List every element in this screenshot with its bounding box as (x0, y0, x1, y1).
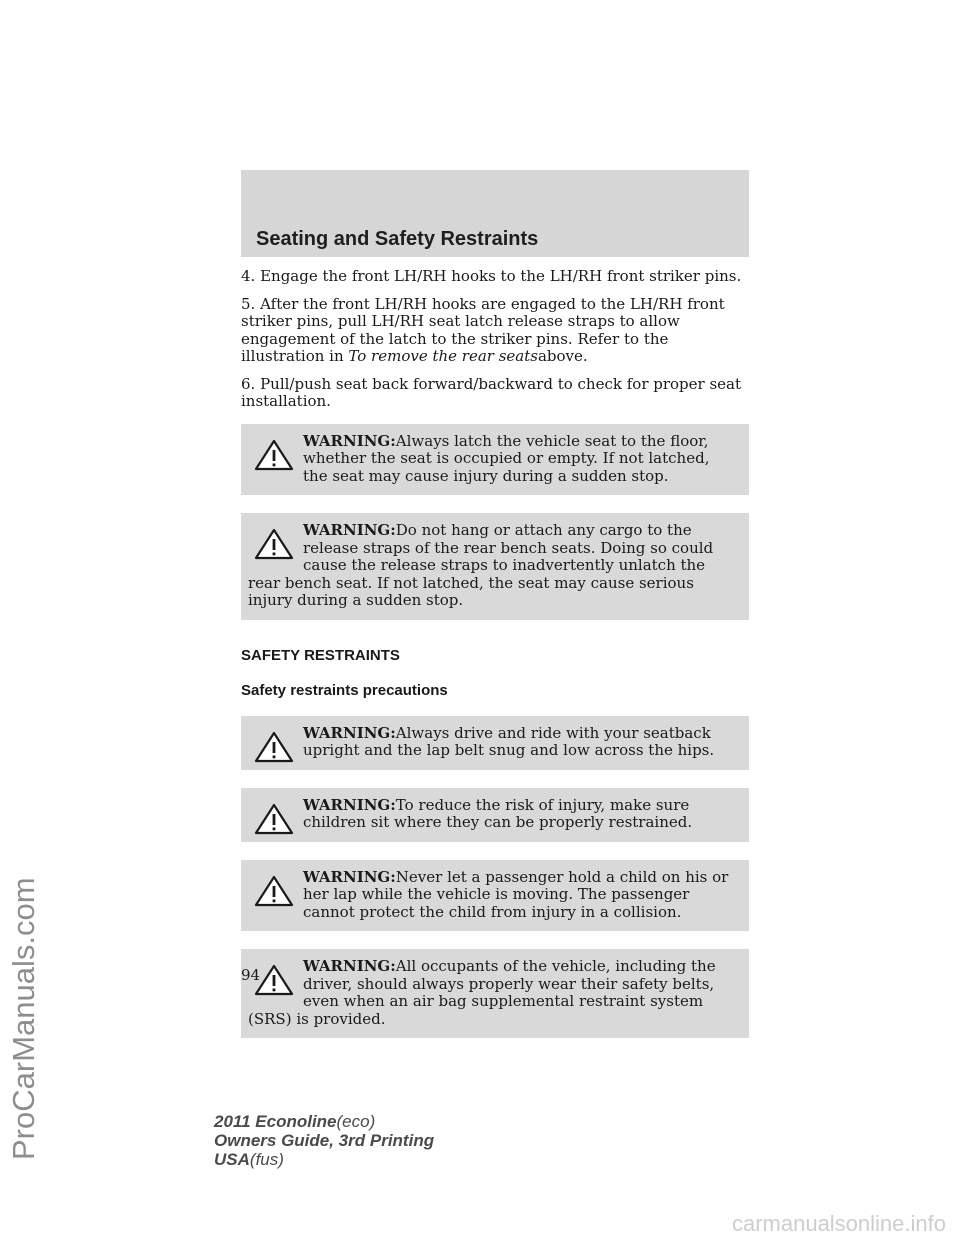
document-footer (214, 1112, 434, 1169)
page-body (241, 268, 749, 1038)
step-4: 4. Engage the front LH/RH hooks to the LH/RH front striker pins. (241, 267, 742, 285)
footer-line-2: Owners Guide, 3rd Printing (214, 1131, 435, 1150)
warning-box (241, 788, 749, 842)
warning-text: To reduce the risk of injury, make sure children sit where they can be properly restrained. (303, 795, 693, 831)
section-title: Seating and Safety Restraints (256, 228, 539, 250)
cross-reference: To remove the rear seats (348, 347, 538, 365)
warning-triangle-icon (254, 875, 294, 907)
warning-label: WARNING: (303, 521, 396, 539)
warning-text: Never let a passenger hold a child on his or her lap while the vehicle is moving. The passenger cannot protect the child from injury in a collision. (303, 867, 729, 921)
warning-box (241, 716, 749, 770)
warning-label: WARNING: (303, 431, 396, 450)
warning-label: WARNING: (303, 867, 396, 886)
warning-label: WARNING: (303, 795, 396, 814)
footer-line-3: USA(fus) (214, 1150, 284, 1169)
heading-safety-restraints: SAFETY RESTRAINTS (241, 646, 400, 664)
warning-text: Always latch the vehicle seat to the floor, whether the seat is occupied or empty. If not latched, the seat may cause injury during a sudden stop. (303, 431, 710, 485)
warning-box (241, 513, 749, 620)
warning-box (241, 860, 749, 932)
warning-text: Do not hang or attach any cargo to the release straps of the rear bench seats. Doing so could cause the release straps to inadvertently unlatch the rear bench seat. If not latched, the seat may cause serious injury during a sudden stop. (248, 521, 714, 609)
footer-line-1: 2011 Econoline(eco) (214, 1112, 376, 1131)
step-6: 6. Pull/push seat back forward/backward to check for proper seat installation. (241, 374, 742, 410)
warning-text: All occupants of the vehicle, including the driver, should always properly wear their safety belts, even when an air bag supplemental restraint system (SRS) is provided. (248, 957, 716, 1028)
warning-triangle-icon (254, 731, 294, 763)
heading-precautions: Safety restraints precautions (241, 681, 448, 699)
warning-triangle-icon (254, 528, 294, 560)
warning-text: Always drive and ride with your seatback upright and the lap belt snug and low across the hips. (303, 723, 715, 759)
side-watermark: ProCarManuals.com (6, 877, 41, 1160)
warning-triangle-icon (254, 439, 294, 471)
page-number: 94 (241, 966, 261, 984)
bottom-watermark: carmanualsonline.info (731, 1211, 946, 1236)
step-5: 5. After the front LH/RH hooks are engaged to the LH/RH front striker pins, pull LH/RH seat latch release straps to allow engagement of the latch to the striker pins. Refer to the illustration in To remove the rear seatsabove. (241, 294, 725, 365)
warning-box (241, 424, 749, 496)
warning-box (241, 949, 749, 1038)
warning-label: WARNING: (303, 957, 396, 975)
warning-triangle-icon (254, 803, 294, 835)
warning-label: WARNING: (303, 723, 396, 742)
